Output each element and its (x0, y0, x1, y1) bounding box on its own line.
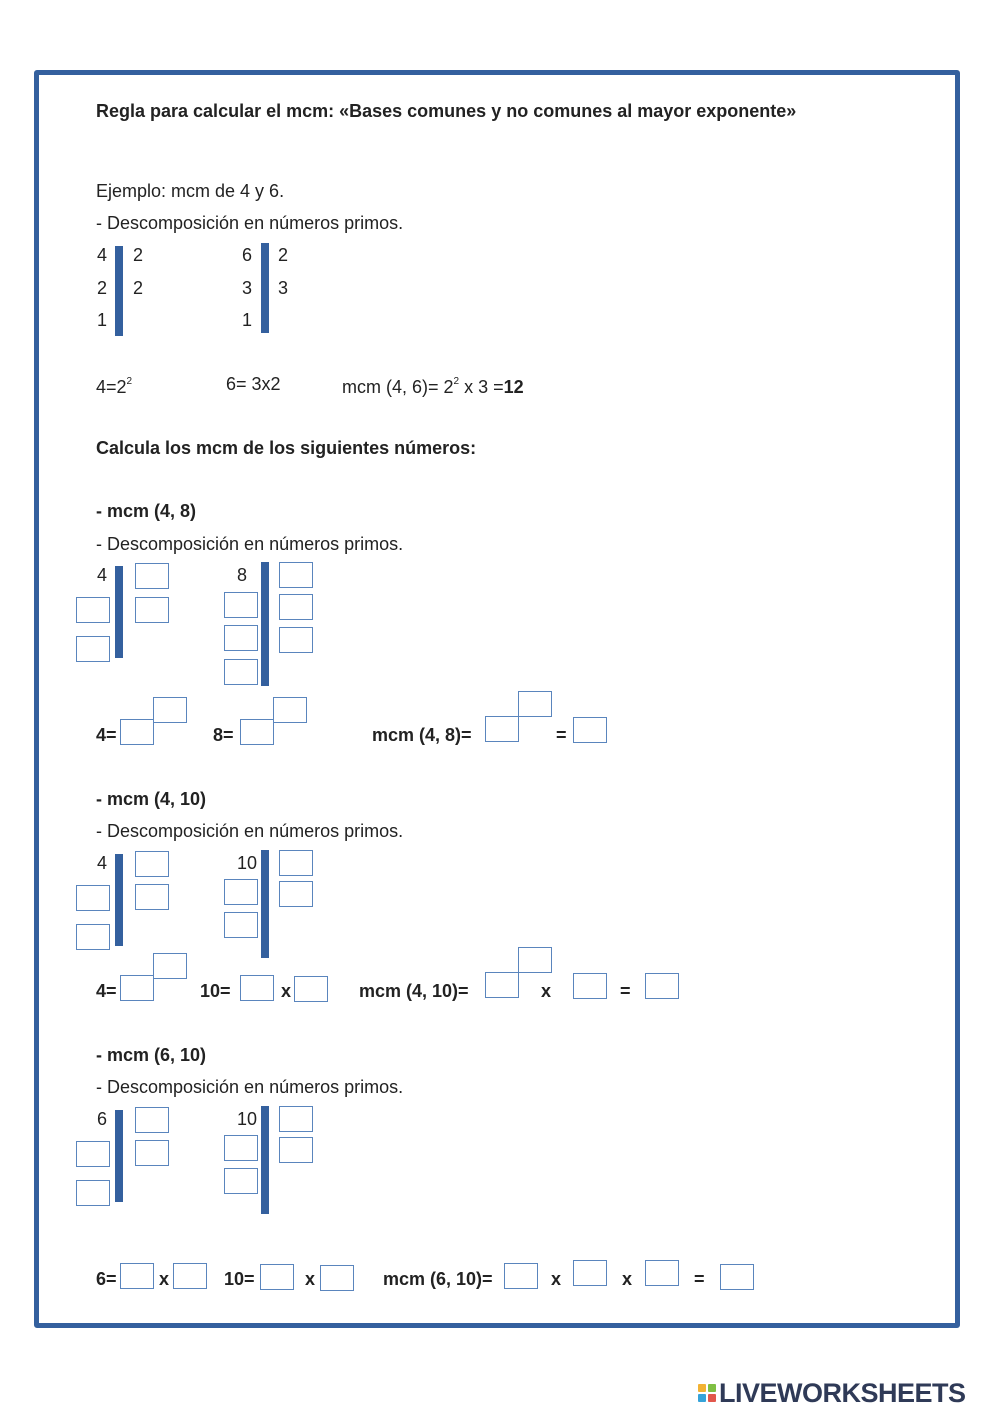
answer-box[interactable] (573, 1260, 607, 1286)
answer-box[interactable] (485, 716, 519, 742)
exercise-subtitle: - Descomposición en números primos. (96, 1077, 404, 1097)
brand-name: LIVEWORKSHEETS (719, 1377, 966, 1408)
answer-box[interactable] (120, 1263, 154, 1289)
answer-box[interactable] (76, 1180, 110, 1206)
example-left-number: 2 (96, 278, 107, 298)
answer-box[interactable] (135, 851, 169, 877)
division-bar (115, 246, 123, 336)
answer-box[interactable] (320, 1265, 354, 1291)
example-eq-mcm: mcm (4, $6)= 2^2$ x 3 =12 (342, 376, 524, 397)
exponent-box[interactable] (153, 697, 187, 723)
answer-box[interactable] (135, 563, 169, 589)
example-left-number: 1 (96, 310, 107, 330)
example-left-factor: 2 (133, 245, 144, 265)
eq-sign: = (694, 1269, 705, 1289)
exercise-left-number: 4 (96, 565, 107, 585)
answer-box[interactable] (120, 975, 154, 1001)
answer-box[interactable] (240, 975, 274, 1001)
answer-box[interactable] (279, 1137, 313, 1163)
times-sign: x (551, 1269, 562, 1289)
answer-box[interactable] (573, 973, 607, 999)
division-bar (115, 854, 123, 946)
answer-box[interactable] (279, 594, 313, 620)
eq-label: 10= (200, 981, 231, 1001)
answer-box[interactable] (279, 627, 313, 653)
division-bar (261, 562, 269, 686)
answer-box[interactable] (260, 1264, 294, 1290)
times-sign: x (281, 981, 292, 1001)
rule-heading: Regla para calcular el mcm: «Bases comunes y no comunes al mayor exponente» (96, 101, 797, 121)
exponent-box[interactable] (518, 947, 552, 973)
answer-box[interactable] (224, 1135, 258, 1161)
answer-box[interactable] (224, 879, 258, 905)
times-sign: x (305, 1269, 316, 1289)
eq-sign: = (620, 981, 631, 1001)
exercise-right-number: 10 (236, 1109, 257, 1129)
division-bar (261, 850, 269, 958)
answer-box[interactable] (76, 597, 110, 623)
answer-box[interactable] (76, 1141, 110, 1167)
answer-box[interactable] (294, 976, 328, 1002)
answer-box[interactable] (173, 1263, 207, 1289)
eq-label: 4= (96, 981, 117, 1001)
exercise-right-number: 8 (236, 565, 247, 585)
exponent-box[interactable] (518, 691, 552, 717)
example-eq-4: $4=2^2$ (96, 376, 133, 397)
eq-sign: = (556, 725, 567, 745)
eq-label: 10= (224, 1269, 255, 1289)
eq-label: 4= (96, 725, 117, 745)
answer-box[interactable] (279, 562, 313, 588)
answer-box[interactable] (224, 625, 258, 651)
answer-box[interactable] (279, 881, 313, 907)
division-bar (261, 1106, 269, 1214)
example-right-number: 1 (241, 310, 252, 330)
exercise-subtitle: - Descomposición en números primos. (96, 821, 404, 841)
times-sign: x (541, 981, 552, 1001)
answer-box[interactable] (76, 885, 110, 911)
example-right-factor: 3 (278, 278, 289, 298)
example-left-number: 4 (96, 245, 107, 265)
answer-box[interactable] (120, 719, 154, 745)
result-box[interactable] (720, 1264, 754, 1290)
eq-label: 6= (96, 1269, 117, 1289)
answer-box[interactable] (224, 592, 258, 618)
exercise-right-number: 10 (236, 853, 257, 873)
answer-box[interactable] (279, 1106, 313, 1132)
result-box[interactable] (645, 973, 679, 999)
exercise-title: - mcm (4, 10) (96, 789, 207, 809)
division-bar (261, 243, 269, 333)
division-bar (115, 566, 123, 658)
answer-box[interactable] (224, 1168, 258, 1194)
liveworksheets-logo (698, 1377, 966, 1408)
example-right-number: 6 (241, 245, 252, 265)
exercise-left-number: 6 (96, 1109, 107, 1129)
division-bar (115, 1110, 123, 1202)
answer-box[interactable] (645, 1260, 679, 1286)
answer-box[interactable] (135, 884, 169, 910)
answer-box[interactable] (135, 597, 169, 623)
instructions: Calcula los mcm de los siguientes números: (96, 438, 477, 458)
times-sign: x (159, 1269, 170, 1289)
answer-box[interactable] (76, 636, 110, 662)
answer-box[interactable] (224, 912, 258, 938)
eq-label: mcm (6, 10)= (383, 1269, 493, 1289)
answer-box[interactable] (76, 924, 110, 950)
eq-label: mcm (4, 8)= (372, 725, 472, 745)
example-right-factor: 2 (278, 245, 289, 265)
result-box[interactable] (573, 717, 607, 743)
exercise-title: - mcm (6, 10) (96, 1045, 207, 1065)
answer-box[interactable] (240, 719, 274, 745)
answer-box[interactable] (135, 1140, 169, 1166)
answer-box[interactable] (224, 659, 258, 685)
times-sign: x (622, 1269, 633, 1289)
exercise-subtitle: - Descomposición en números primos. (96, 534, 404, 554)
example-left-factor: 2 (133, 278, 144, 298)
answer-box[interactable] (279, 850, 313, 876)
answer-box[interactable] (135, 1107, 169, 1133)
example-subtitle: - Descomposición en números primos. (96, 213, 404, 233)
exponent-box[interactable] (153, 953, 187, 979)
example-right-number: 3 (241, 278, 252, 298)
exercise-left-number: 4 (96, 853, 107, 873)
answer-box[interactable] (504, 1263, 538, 1289)
answer-box[interactable] (485, 972, 519, 998)
example-eq-6: 6= 3x2 (226, 374, 281, 394)
liveworksheets-icon (698, 1384, 716, 1402)
exercise-title: - mcm (4, 8) (96, 501, 197, 521)
eq-label: 8= (213, 725, 234, 745)
eq-label: mcm (4, 10)= (359, 981, 469, 1001)
exponent-box[interactable] (273, 697, 307, 723)
example-title: Ejemplo: mcm de 4 y 6. (96, 181, 285, 201)
